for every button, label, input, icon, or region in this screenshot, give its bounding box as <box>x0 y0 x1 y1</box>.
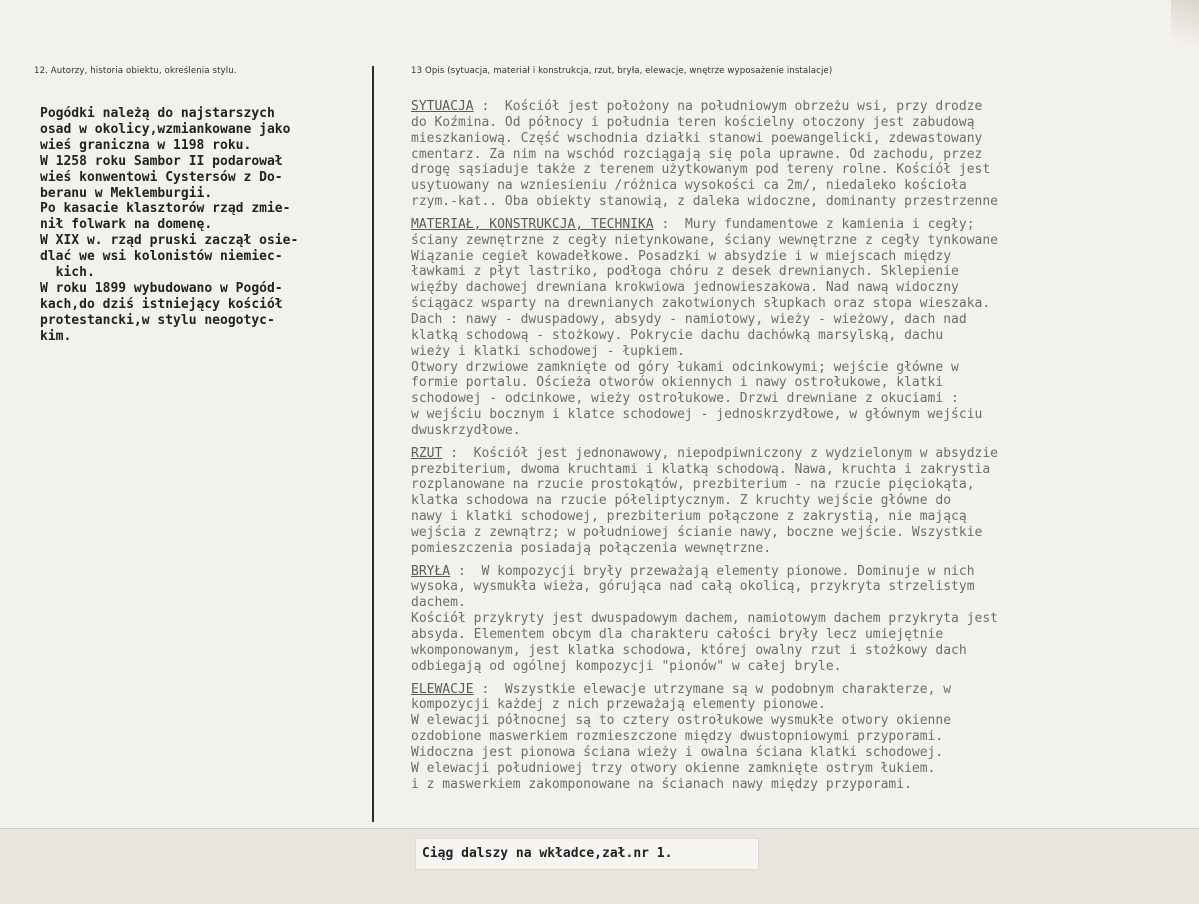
section-first-line: : Mury fundamentowe z kamienia i cegły; <box>653 216 975 232</box>
section-line: ściany zewnętrzne z cegły nietynkowane, ściany wewnętrzne z cegły tynkowane <box>411 232 998 248</box>
section-situation <box>411 99 1181 210</box>
section-line <box>411 446 1181 462</box>
history-line: W XIX w. rząd pruski zaczął osie- <box>40 233 299 249</box>
history-line: Pogódki należą do najstarszych <box>40 106 275 121</box>
section-line: W elewacji północnej są to cztery ostrołukowe wysmukłe otwory okienne <box>411 713 952 729</box>
header-history: 12. Autorzy, historia obiektu, określenia stylu. <box>34 66 237 76</box>
history-line: kach,do dziś istniejący kościół <box>40 296 283 312</box>
header-description: 13 Opis (sytuacja, materiał i konstrukcja, rzut, bryła, elewacje, wnętrze wyposażenie instalacje) <box>411 66 833 76</box>
history-line: wieś graniczna w 1198 roku. <box>40 137 252 153</box>
section-line: rzym.-kat.. Oba obiekty stanowią, z daleka widoczne, dominanty przestrzenne <box>411 194 998 210</box>
section-heading: SYTUACJA <box>411 99 474 114</box>
history-line: osad w okolicy,wzmiankowane jako <box>40 121 291 137</box>
section-heading: RZUT <box>411 445 443 461</box>
section-line: ławkami z płyt lastriko, podłoga chóru z desek drewnianych. Sklepienie <box>411 264 959 280</box>
section-line: pomieszczenia posiadają połączenia wewnętrzne. <box>411 540 772 556</box>
section-heading: ELEWACJE <box>411 681 474 697</box>
section-line: klatką schodową - stożkowy. Pokrycie dachu dachówką marsylską, dachu <box>411 327 944 343</box>
section-massing <box>411 564 1181 675</box>
section-line <box>411 99 1181 115</box>
section-line: wieży i klatki schodowej - łupkiem. <box>411 343 685 359</box>
section-first-line: : Kościół jest położony na południowym obrzeżu wsi, przy drodze <box>473 99 983 114</box>
section-line: ściągacz wsparty na drewnianych zakotwionych słupkach oraz stopa wieszaka. <box>411 296 991 312</box>
section-first-line: : Kościół jest jednonawowy, niepodpiwniczony z wydzielonym w absydzie <box>442 445 999 461</box>
section-heading: MATERIAŁ, KONSTRUKCJA, TECHNIKA <box>411 216 654 232</box>
section-line: nawy i klatki schodowej, prezbiterium połączone z zakrystią, nie mającą <box>411 509 967 525</box>
section-line: klatka schodowa na rzucie półeliptycznym. Z kruchty wejście główne do <box>411 493 952 509</box>
history-line: dlać we wsi kolonistów niemiec- <box>40 249 283 265</box>
section-line: do Koźmina. Od północy i południa teren kościelny otoczony jest zabudową <box>411 114 975 130</box>
section-line: wejścia z zewnątrz; w południowej ścianie nawy, boczne wejście. Wszystkie <box>411 524 983 540</box>
section-line: prezbiterium, dwoma kruchtami i klatką schodową. Nawa, kruchta i zakrystia <box>411 461 991 477</box>
history-line: W roku 1899 wybudowano w Pogód- <box>40 280 283 296</box>
section-line: Wiązanie cegieł kowadełkowe. Posadzki w absydzie i w miejscach między <box>411 248 952 264</box>
column-divider <box>372 66 374 822</box>
section-line: W elewacji południowej trzy otwory okienne zamknięte ostrym łukiem. <box>411 760 936 776</box>
history-line: Po kasacie klasztorów rząd zmie- <box>40 201 291 217</box>
section-line: rozplanowane na rzucie prostokątów, prezbiterium - na rzucie pięciokąta, <box>411 477 975 493</box>
section-line <box>411 217 1181 233</box>
description-text <box>411 99 1181 799</box>
section-line: schodowej - odcinkowe, wieży ostrołukowe. Drzwi drewniane z okuciami : <box>411 391 959 407</box>
section-line: Otwory drzwiowe zamknięte od góry łukami odcinkowymi; wejście główne w <box>411 359 959 375</box>
section-line: Kościół przykryty jest dwuspadowym dachem, namiotowym dachem przykryta jest <box>411 611 998 627</box>
section-line: drogę sąsiaduje także z terenem użytkowanym pod tereny rolne. Kościół jest <box>411 162 991 178</box>
section-line: wysoka, wysmukła wieża, górująca nad całą okolicą, przykryta strzelistym <box>411 579 975 595</box>
section-plan <box>411 446 1181 557</box>
section-line <box>411 682 1181 698</box>
section-line: więźby dachowej drewniana krokwiowa jednowieszakowa. Nad nawą widoczny <box>411 280 959 296</box>
history-text <box>40 106 372 345</box>
section-line: ozdobione maswerkiem rozmieszczone między dwustopniowymi przyporami. <box>411 729 944 745</box>
history-line: wieś konwentowi Cystersów z Do- <box>40 169 283 185</box>
section-line: dwuskrzydłowe. <box>411 422 521 438</box>
history-line: beranu w Meklemburgii. <box>40 185 213 201</box>
section-line: w wejściu bocznym i klatce schodowej - jednoskrzydłowe, w głównym wejściu <box>411 407 983 423</box>
section-first-line: : Wszystkie elewacje utrzymane są w podobnym charakterze, w <box>473 681 952 697</box>
section-line: Dach : nawy - dwuspadowy, absydy - namiotowy, wieży - wieżowy, dach nad <box>411 311 967 327</box>
section-line: usytuowany na wzniesieniu /różnica wysokości ca 2m/, niedaleko kościoła <box>411 178 967 194</box>
section-material <box>411 217 1181 439</box>
continuation-note: Ciąg dalszy na wkładce,zał.nr 1. <box>415 838 759 870</box>
history-line: nił folwark na domenę. <box>40 217 213 233</box>
section-line: mieszkaniową. Część wschodnia działki stanowi poewangelicki, zdewastowany <box>411 130 983 146</box>
section-line <box>411 564 1181 580</box>
section-line: formie portalu. Ościeża otworów okiennych i nawy ostrołukowe, klatki <box>411 375 944 391</box>
section-line: cmentarz. Za nim na wschód rozciągają się pola uprawne. Od zachodu, przez <box>411 146 983 162</box>
section-line: dachem. <box>411 595 466 611</box>
section-first-line: : W kompozycji bryły przeważają elementy pionowe. Dominuje w nich <box>450 563 975 579</box>
section-elevations <box>411 682 1181 793</box>
section-line: kompozycji każdej z nich przeważają elementy pionowe. <box>411 697 826 713</box>
history-line: protestancki,w stylu neogotyc- <box>40 312 275 328</box>
section-line: i z maswerkiem zakomponowane na ścianach nawy między przyporami. <box>411 776 912 792</box>
section-line: Widoczna jest pionowa ściana wieży i owalna ściana klatki schodowej. <box>411 744 944 760</box>
folded-corner <box>1171 0 1199 60</box>
section-line: odbiegają od ogólnej kompozycji "pionów" w całej bryle. <box>411 658 842 674</box>
section-heading: BRYŁA <box>411 563 451 579</box>
history-line: kich. <box>40 265 95 281</box>
section-line: absyda. Elementem obcym dla charakteru całości bryły lecz umiejętnie <box>411 627 944 642</box>
history-line: kim. <box>40 328 72 344</box>
history-line: W 1258 roku Sambor II podarował <box>40 153 283 169</box>
section-line: wkomponowanym, jest klatka schodowa, której owalny rzut i stożkowy dach <box>411 642 967 658</box>
